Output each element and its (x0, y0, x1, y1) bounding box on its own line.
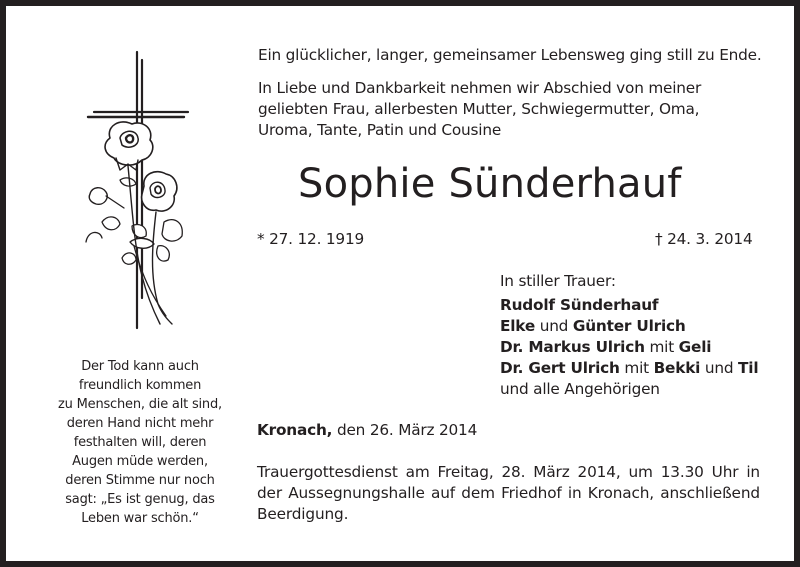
word: 2014, (577, 463, 621, 481)
intro-line: Ein glücklicher, langer, gemeinsamer Lebensweg ging still zu Ende. (258, 46, 762, 64)
word: Freitag, (437, 463, 494, 481)
place: Kronach, (257, 421, 333, 439)
date: den 26. März 2014 (332, 421, 478, 439)
connector: und (700, 359, 739, 377)
mourner-name: Til (738, 359, 759, 377)
service-info (257, 462, 760, 525)
poem (32, 357, 248, 528)
word: Trauergottesdienst (257, 463, 398, 481)
service-line (257, 462, 760, 483)
mourners-closing: und alle Angehörigen (500, 380, 660, 398)
poem-line: Der Tod kann auch (81, 359, 199, 374)
mourner-name: Elke (500, 317, 536, 335)
word: 13.30 (660, 463, 704, 481)
mourners-heading: In stiller Trauer: (500, 272, 616, 290)
mourner-name: Dr. Markus Ulrich (500, 338, 645, 356)
mourner-name: Rudolf Sünderhauf (500, 296, 659, 314)
poem-line: festhalten will, deren (73, 435, 207, 450)
word: am (405, 463, 430, 481)
poem-line: Leben war schön.“ (81, 511, 199, 526)
mourner-line (500, 337, 758, 358)
word: 28. (501, 463, 526, 481)
word: in (746, 463, 760, 481)
service-line: Beerdigung. (257, 505, 349, 523)
poem-line: sagt: „Es ist genug, das (65, 492, 215, 507)
poem-line: Augen müde werden, (72, 454, 208, 469)
word: anschließend (660, 484, 760, 502)
connector: mit (619, 359, 654, 377)
mourner-name: Dr. Gert Ulrich (500, 359, 620, 377)
word: Aussegnungshalle (288, 484, 425, 502)
mourner-name: Bekki (653, 359, 701, 377)
connector: und (535, 317, 573, 335)
word: dem (461, 484, 495, 502)
poem-line: deren Hand nicht mehr (66, 416, 214, 431)
place-date (257, 420, 477, 441)
mourner-line (500, 295, 758, 316)
poem-line: freundlich kommen (78, 378, 202, 393)
poem-line: zu Menschen, die alt sind, (58, 397, 222, 412)
poem-line: deren Stimme nur noch (65, 473, 215, 488)
word: um (628, 463, 653, 481)
mourners-block (500, 271, 758, 400)
word: März (533, 463, 570, 481)
word: auf (431, 484, 456, 502)
farewell-line: In Liebe und Dankbarkeit nehmen wir Abschied von meiner (258, 79, 702, 97)
mourner-line (500, 316, 758, 337)
birth-date: * 27. 12. 1919 (257, 230, 365, 248)
mourner-line (500, 358, 758, 379)
connector: mit (644, 338, 679, 356)
death-date: † 24. 3. 2014 (655, 230, 753, 248)
word: Friedhof (501, 484, 562, 502)
obituary-card (6, 6, 794, 561)
word: Uhr (711, 463, 739, 481)
farewell-line: Uroma, Tante, Patin und Cousine (258, 121, 502, 139)
farewell-text (258, 78, 701, 141)
service-line (257, 483, 760, 504)
mourner-name: Geli (678, 338, 712, 356)
mourner-name: Günter Ulrich (572, 317, 686, 335)
farewell-line: geliebten Frau, allerbesten Mutter, Schwiegermutter, Oma, (258, 100, 700, 118)
word: der (257, 484, 282, 502)
word: Kronach, (587, 484, 654, 502)
cross-with-roses-icon (76, 46, 196, 336)
deceased-name: Sophie Sünderhauf (298, 161, 682, 207)
word: in (567, 484, 582, 502)
